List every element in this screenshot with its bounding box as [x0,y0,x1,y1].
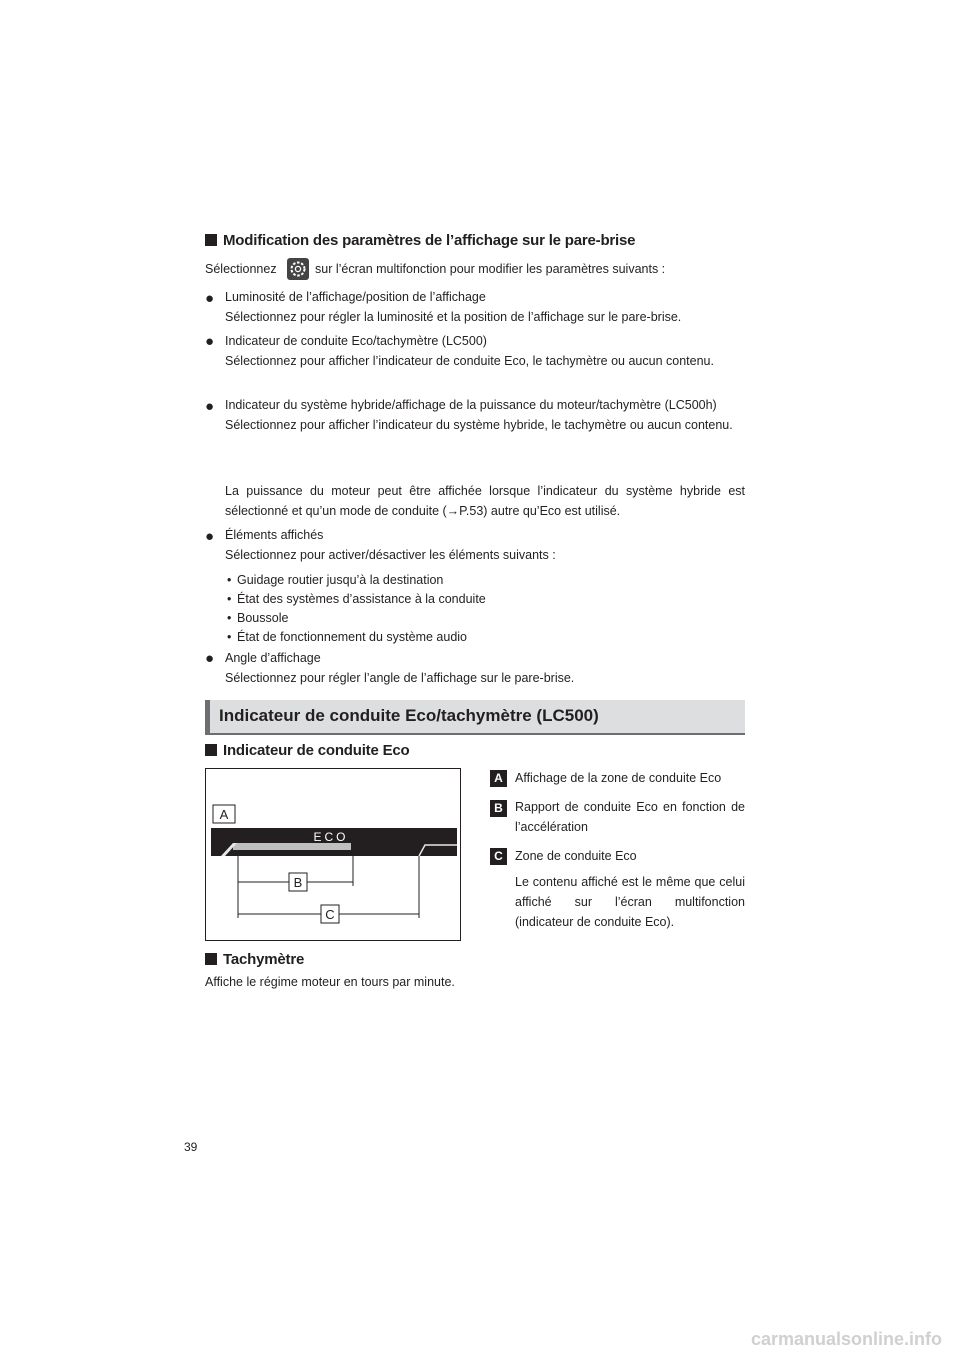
square-bullet-icon [205,953,217,965]
bullet-dot-icon: ● [205,650,215,667]
section-banner [205,700,745,735]
subsection-title: Indicateur de conduite Eco [223,742,410,759]
list-item: • État de fonctionnement du système audio [227,630,468,644]
bullet-item [225,287,745,327]
diagram-label-b: B [293,875,303,890]
bullet-item [225,648,745,688]
legend-text-a: Affichage de la zone de conduite Eco [515,771,722,785]
section-title: Modification des paramètres de l’affichage sur le pare-brise [223,232,636,249]
bullet-text: Sélectionnez pour régler la luminosité et la position de l’affichage sur le pare-brise. [225,310,682,324]
eco-diagram [205,768,461,941]
list-item: • Guidage routier jusqu’à la destination [227,573,444,587]
bullet-title: Luminosité de l’affichage/position de l’affichage [225,290,486,304]
settings-gear-icon [287,258,309,280]
banner-title: Indicateur de conduite Eco/tachymètre (LC500) [219,706,599,725]
diagram-eco-text: ECO [313,830,349,844]
bullet-item [225,525,745,565]
square-bullet-icon [205,744,217,756]
bullet-text: Sélectionnez pour afficher l’indicateur de conduite Eco, le tachymètre ou aucun contenu. [225,354,714,368]
diagram-label-a: A [219,807,229,822]
bullet-title: Indicateur de conduite Eco/tachymètre (LC500) [225,334,487,348]
tacho-text: Affiche le régime moteur en tours par minute. [205,975,455,989]
bullet-text: Sélectionnez pour régler l’angle de l’affichage sur le pare-brise. [225,671,575,685]
subsection-heading [205,951,304,968]
legend-note-c: Le contenu affiché est le même que celui affiché sur l’écran multifonction (indicateur de conduite Eco). [515,875,745,929]
watermark: carmanualsonline.info [750,1329,942,1349]
intro-after: sur l’écran multifonction pour modifier les paramètres suivants : [315,262,666,276]
bullet-dot-icon: ● [205,290,215,307]
bullet-dot-icon: ● [205,333,215,350]
diagram-label-c: C [325,907,335,922]
section-heading [205,232,635,249]
legend-key-c: C [490,848,507,865]
bullet-note: La puissance du moteur peut être affichée lorsque l’indicateur du système hybride est sélectionné et qu’un mode de conduite (→P.53) autre qu’Eco est utilisé. [225,484,745,518]
list-item: • État des systèmes d’assistance à la conduite [227,592,486,606]
subsection-heading [205,742,410,759]
banner-accent-bar [205,700,210,733]
bullet-item [225,331,745,371]
bullet-dot-icon: ● [205,528,215,545]
bullet-text: Sélectionnez pour afficher l’indicateur du système hybride, le tachymètre ou aucun contenu. [225,418,733,432]
legend-text-c: Zone de conduite Eco [515,849,637,863]
bullet-title: Angle d’affichage [225,651,321,665]
subsection-title: Tachymètre [223,951,305,968]
intro-before: Sélectionnez [205,262,277,276]
legend-text-b: Rapport de conduite Eco en fonction de l’accélération [515,800,745,834]
bullet-item [225,395,745,435]
list-item: • Boussole [227,611,289,625]
legend-key-b: B [490,800,507,817]
legend-key-a: A [490,770,507,787]
bullet-title: Éléments affichés [225,528,324,542]
page-number: 39 [184,1140,198,1154]
bullet-dot-icon: ● [205,398,215,415]
square-bullet-icon [205,234,217,246]
bullet-title: Indicateur du système hybride/affichage de la puissance du moteur/tachymètre (LC500h) [225,398,717,412]
bullet-text: Sélectionnez pour activer/désactiver les éléments suivants : [225,548,556,562]
